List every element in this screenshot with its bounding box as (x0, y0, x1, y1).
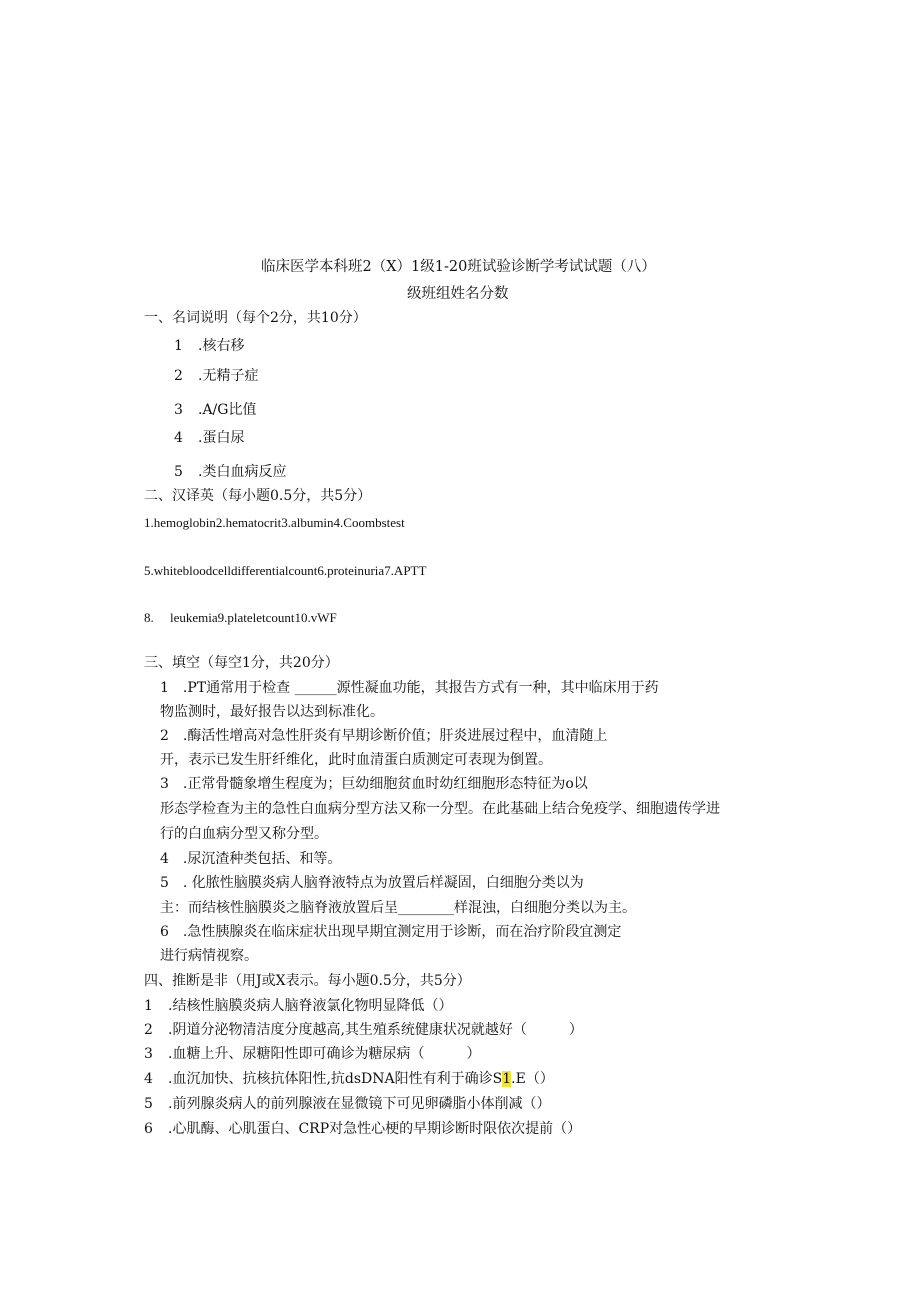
true-false-item (144, 1122, 581, 1136)
translation-line: 5.whitebloodcelldifferentialcount6.proteinuria7.APTT (144, 563, 427, 578)
section1-heading: 一、名词说明（每个2分，共10分） (144, 310, 367, 326)
section1-item (174, 403, 256, 417)
item-number: 5 (174, 464, 183, 480)
fill-blank-line: 1 .PT通常用于检查 ______源性凝血功能，其报告方式有一种，其中临床用于药 (160, 680, 659, 696)
item-text: .心肌酶、心肌蛋白、CRP对急性心梗的早期诊断时限依次提前（） (168, 1121, 582, 1137)
fill-blank-line: 3 .正常骨髓象增生程度为；巨幼细胞贫血时幼红细胞形态特征为o以 (160, 776, 588, 792)
fill-blank-line: 4 .尿沉渣种类包括、和等。 (160, 851, 342, 867)
item-number: 5 (144, 1096, 153, 1112)
section3-heading: 三、填空（每空1分，共20分） (144, 655, 339, 671)
item-number: 3 (174, 402, 183, 418)
item-text: .前列腺炎病人的前列腺液在显微镜下可见卵磷脂小体削减（） (168, 1096, 551, 1112)
item-text: .无精子症 (198, 368, 259, 384)
true-false-item (144, 1023, 583, 1037)
translation-number: 8. (144, 610, 154, 625)
item-text: .蛋白尿 (198, 430, 245, 446)
true-false-item (144, 1072, 554, 1086)
section2-heading: 二、汉译英（每小题0.5分，共5分） (144, 488, 372, 504)
item-number: 4 (144, 1071, 153, 1087)
exam-title: 临床医学本科班2（X）1级1-20班试验诊断学考试试题（八） (261, 259, 656, 275)
section1-item (174, 339, 244, 353)
item-number: 4 (174, 430, 183, 446)
fill-blank-line: 2 .酶活性增高对急性肝炎有早期诊断价值；肝炎进展过程中，血清随上 (160, 728, 608, 744)
item-text: .E（） (511, 1071, 554, 1087)
item-text: .类白血病反应 (198, 464, 287, 480)
fill-blank-line: 5 . 化脓性脑膜炎病人脑脊液特点为放置后样凝固，白细胞分类以为 (160, 875, 584, 891)
item-number: 3 (144, 1046, 153, 1062)
item-text: .血沉加快、抗核抗体阳性,抗dsDNA阳性有利于确诊S (168, 1071, 503, 1087)
item-number: 6 (144, 1121, 153, 1137)
item-text: .结核性脑膜炎病人脑脊液氯化物明显降低（） (168, 998, 453, 1014)
fill-blank-line: 行的白血病分型又称分型。 (160, 826, 328, 842)
section1-item (174, 465, 286, 479)
section1-item (174, 369, 258, 383)
true-false-item (144, 1047, 480, 1061)
translation-text: leukemia9.plateletcount10.vWF (170, 610, 337, 625)
item-text: .A/G比值 (198, 402, 257, 418)
section1-item (174, 431, 244, 445)
item-number: 1 (174, 338, 183, 354)
fill-blank-line: 主：而结核性脑膜炎之脑脊液放置后呈________样混浊，白细胞分类以为主。 (160, 900, 636, 916)
item-number: 2 (144, 1022, 153, 1038)
true-false-item (144, 1097, 550, 1111)
item-text: .核右移 (198, 338, 245, 354)
item-text: .阴道分泌物清洁度分度越高,其生殖系统健康状况就越好（ ） (168, 1022, 583, 1038)
translation-line: 1.hemoglobin2.hematocrit3.albumin4.Coombstest (144, 515, 405, 530)
item-number: 2 (174, 368, 183, 384)
section4-heading: 四、推断是非（用J或X表示。每小题0.5分，共5分） (144, 973, 471, 989)
true-false-item (144, 999, 452, 1013)
translation-line (144, 611, 337, 624)
exam-subtitle: 级班组姓名分数 (407, 286, 509, 302)
item-text: .血糖上升、尿糖阳性即可确诊为糖尿病（ ） (168, 1046, 481, 1062)
fill-blank-line: 6 .急性胰腺炎在临床症状出现早期宜测定用于诊断，而在治疗阶段宜测定 (160, 924, 622, 940)
fill-blank-line: 物监测时，最好报告以达到标准化。 (160, 704, 384, 720)
fill-blank-line: 进行病情视察。 (160, 948, 258, 964)
highlighted-text: 1 (502, 1071, 512, 1087)
fill-blank-line: 形态学检查为主的急性白血病分型方法又称一分型。在此基础上结合免疫学、细胞遗传学进 (160, 801, 720, 817)
fill-blank-line: 开，表示已发生肝纤维化，此时血清蛋白质测定可表现为倒置。 (160, 752, 552, 768)
item-number: 1 (144, 998, 153, 1014)
